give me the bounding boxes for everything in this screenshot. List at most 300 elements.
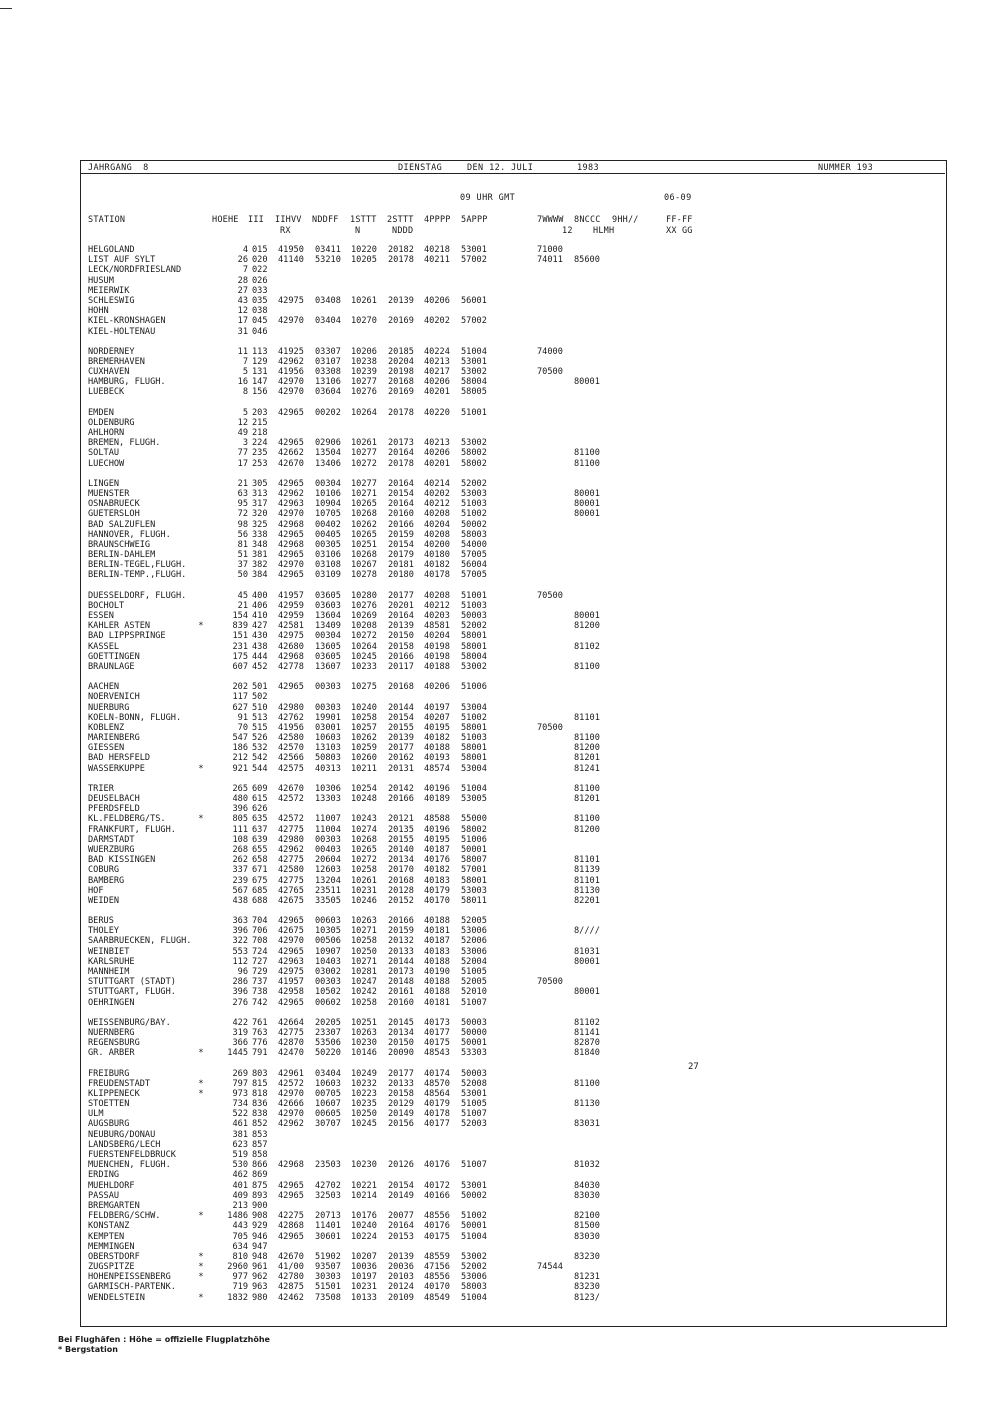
station-height: 154 xyxy=(232,611,248,621)
iihvv-value: 42775 xyxy=(278,875,304,886)
table-row xyxy=(88,733,938,743)
nddff-value: 20205 xyxy=(315,1017,341,1028)
station-name: WASSERKUPPE xyxy=(88,763,145,774)
table-row xyxy=(88,1242,938,1252)
cloud-value: 8//// xyxy=(574,926,600,937)
station-name: OEHRINGEN xyxy=(88,997,135,1008)
iihvv-value: 42570 xyxy=(278,743,304,754)
station-number: 502 xyxy=(252,692,268,703)
table-row xyxy=(88,998,938,1008)
pressure-value: 40188 xyxy=(424,743,450,754)
iihvv-value: 42962 xyxy=(278,844,304,855)
temp-2-value: 20177 xyxy=(388,743,414,754)
station-number: 615 xyxy=(252,794,268,804)
tendency-value: 51003 xyxy=(461,600,487,611)
nddff-value: 03106 xyxy=(315,550,341,561)
pressure-value: 40203 xyxy=(424,611,450,621)
nddff-value: 03604 xyxy=(315,387,341,398)
col-7wwww: 7WWWW xyxy=(537,215,564,225)
station-height: 462 xyxy=(232,1170,248,1181)
station-number: 947 xyxy=(252,1241,268,1252)
temp-2-value: 20158 xyxy=(388,1088,414,1099)
col-station: STATION xyxy=(88,215,126,225)
station-name: DARMSTADT xyxy=(88,834,135,845)
station-height: 26 xyxy=(237,255,248,266)
cloud-value: 80001 xyxy=(574,377,600,388)
station-height: 276 xyxy=(232,997,248,1008)
mountain-marker: * xyxy=(198,621,204,632)
station-height: 17 xyxy=(237,316,248,327)
nddff-value: 02906 xyxy=(315,438,341,449)
station-name: LIST AUF SYLT xyxy=(88,255,156,266)
station-name: ULM xyxy=(88,1109,104,1120)
station-name: MANNHEIM xyxy=(88,967,130,977)
mountain-marker: * xyxy=(198,1211,204,1222)
table-row xyxy=(88,621,938,631)
tendency-value: 57005 xyxy=(461,570,487,581)
station-height: 16 xyxy=(237,377,248,388)
station-number: 963 xyxy=(252,1282,268,1293)
nddff-value: 00304 xyxy=(315,631,341,642)
table-row xyxy=(88,703,938,713)
station-height: 396 xyxy=(232,804,248,815)
tendency-value: 51002 xyxy=(461,509,487,520)
temp-2-value: 20178 xyxy=(388,255,414,266)
tendency-value: 53005 xyxy=(461,794,487,804)
nddff-value: 00303 xyxy=(315,682,341,693)
temp-1-value: 10271 xyxy=(351,488,377,499)
station-number: 033 xyxy=(252,285,268,296)
tendency-value: 52010 xyxy=(461,987,487,998)
temp-1-value: 10240 xyxy=(351,1221,377,1232)
temp-1-value: 10230 xyxy=(351,1038,377,1049)
col-2sttt: 2STTT xyxy=(387,215,414,225)
cloud-value: 81032 xyxy=(574,1160,600,1171)
table-row xyxy=(88,316,938,326)
temp-1-value: 10261 xyxy=(351,875,377,886)
temp-2-value: 20131 xyxy=(388,763,414,774)
table-row xyxy=(88,1262,938,1272)
cloud-value: 8123/ xyxy=(574,1292,600,1303)
temp-2-value: 20139 xyxy=(388,733,414,744)
station-height: 12 xyxy=(237,306,248,317)
station-height: 973 xyxy=(232,1088,248,1099)
station-number: 948 xyxy=(252,1251,268,1262)
table-row xyxy=(88,296,938,306)
temp-2-value: 20155 xyxy=(388,834,414,845)
table-row xyxy=(88,814,938,824)
station-height: 96 xyxy=(237,967,248,977)
col-iii: III xyxy=(248,215,264,225)
temp-2-value: 20201 xyxy=(388,600,414,611)
temp-1-value: 10249 xyxy=(351,1068,377,1079)
temp-1-value: 10271 xyxy=(351,926,377,937)
station-height: 17 xyxy=(237,458,248,469)
tendency-value: 51005 xyxy=(461,1099,487,1110)
nddff-value: 00303 xyxy=(315,977,341,988)
nddff-value: 13409 xyxy=(315,621,341,632)
tendency-value: 58001 xyxy=(461,753,487,764)
group-gap xyxy=(88,337,938,347)
station-number: 893 xyxy=(252,1190,268,1201)
temp-1-value: 10262 xyxy=(351,733,377,744)
station-name: GIESSEN xyxy=(88,743,125,754)
temp-2-value: 20156 xyxy=(388,1119,414,1130)
nddff-value: 00303 xyxy=(315,834,341,845)
station-height: 1832 xyxy=(227,1292,248,1303)
tendency-value: 51007 xyxy=(461,1160,487,1171)
tendency-value: 51006 xyxy=(461,682,487,693)
tendency-value: 52003 xyxy=(461,1119,487,1130)
tendency-value: 52002 xyxy=(461,478,487,489)
station-height: 977 xyxy=(232,1272,248,1283)
tendency-value: 51006 xyxy=(461,834,487,845)
temp-2-value: 20182 xyxy=(388,245,414,255)
pressure-value: 40202 xyxy=(424,316,450,327)
table-row xyxy=(88,499,938,509)
temp-2-value: 20145 xyxy=(388,1017,414,1028)
temp-1-value: 10208 xyxy=(351,621,377,632)
station-name: AHLHORN xyxy=(88,428,125,438)
station-number: 761 xyxy=(252,1017,268,1028)
station-height: 239 xyxy=(232,875,248,886)
temp-1-value: 10224 xyxy=(351,1231,377,1242)
station-number: 544 xyxy=(252,763,268,774)
iihvv-value: 42870 xyxy=(278,1038,304,1049)
station-number: 857 xyxy=(252,1139,268,1150)
temp-2-value: 20158 xyxy=(388,641,414,652)
station-name: OBERSTDORF xyxy=(88,1251,140,1262)
station-height: 705 xyxy=(232,1231,248,1242)
group-gap xyxy=(88,398,938,408)
temp-1-value: 10133 xyxy=(351,1292,377,1303)
tendency-value: 52006 xyxy=(461,936,487,947)
temp-2-value: 20140 xyxy=(388,844,414,855)
iihvv-value: 42572 xyxy=(278,794,304,804)
station-number: 430 xyxy=(252,631,268,642)
station-name: LUECHOW xyxy=(88,458,125,469)
nddff-value: 00405 xyxy=(315,529,341,540)
tendency-value: 58001 xyxy=(461,875,487,886)
temp-1-value: 10267 xyxy=(351,560,377,571)
weather-value: 70500 xyxy=(537,977,563,988)
nddff-value: 50803 xyxy=(315,753,341,764)
pressure-value: 40206 xyxy=(424,448,450,459)
nddff-value: 13605 xyxy=(315,641,341,652)
table-row xyxy=(88,1048,938,1058)
group-gap xyxy=(88,1059,938,1069)
iihvv-value: 42959 xyxy=(278,600,304,611)
station-number: 046 xyxy=(252,326,268,337)
pressure-value: 40170 xyxy=(424,1282,450,1293)
temp-1-value: 10265 xyxy=(351,499,377,510)
iihvv-value: 42775 xyxy=(278,855,304,866)
pressure-value: 40180 xyxy=(424,550,450,561)
iihvv-value: 42965 xyxy=(278,407,304,418)
station-height: 634 xyxy=(232,1241,248,1252)
mountain-marker: * xyxy=(198,814,204,825)
table-row xyxy=(88,723,938,733)
table-row xyxy=(88,459,938,469)
nddff-value: 40313 xyxy=(315,763,341,774)
iihvv-value: 42965 xyxy=(278,682,304,693)
station-height: 322 xyxy=(232,936,248,947)
tendency-value: 53004 xyxy=(461,702,487,713)
weather-value: 70500 xyxy=(537,367,563,378)
table-row xyxy=(88,550,938,560)
temp-2-value: 20204 xyxy=(388,356,414,367)
tendency-value: 51001 xyxy=(461,407,487,418)
col-hlmh: HLMH xyxy=(593,226,615,236)
station-height: 623 xyxy=(232,1139,248,1150)
station-name: BERLIN-DAHLEM xyxy=(88,550,156,561)
cloud-value: 81101 xyxy=(574,855,600,866)
nddff-value: 10502 xyxy=(315,987,341,998)
mountain-marker: * xyxy=(198,763,204,774)
table-row xyxy=(88,977,938,987)
table-row xyxy=(88,276,938,286)
nddff-value: 03411 xyxy=(315,245,341,255)
temp-1-value: 10206 xyxy=(351,346,377,357)
station-height: 337 xyxy=(232,865,248,876)
station-name: STOETTEN xyxy=(88,1099,130,1110)
temp-2-value: 20162 xyxy=(388,753,414,764)
tendency-value: 52005 xyxy=(461,916,487,927)
station-height: 363 xyxy=(232,916,248,927)
tendency-value: 54000 xyxy=(461,539,487,550)
iihvv-value: 42965 xyxy=(278,438,304,449)
nddff-value: 13106 xyxy=(315,377,341,388)
station-name: THOLEY xyxy=(88,926,120,937)
station-height: 111 xyxy=(232,824,248,835)
temp-1-value: 10247 xyxy=(351,977,377,988)
iihvv-value: 42975 xyxy=(278,631,304,642)
station-height: 530 xyxy=(232,1160,248,1171)
station-name: HANNOVER, FLUGH. xyxy=(88,529,171,540)
page-number: 27 xyxy=(688,1062,699,1072)
nddff-value: 12603 xyxy=(315,865,341,876)
cloud-value: 81201 xyxy=(574,753,600,764)
station-name: NUERBURG xyxy=(88,702,130,713)
pressure-value: 40198 xyxy=(424,641,450,652)
temp-1-value: 10277 xyxy=(351,448,377,459)
iihvv-value: 42965 xyxy=(278,478,304,489)
temp-1-value: 10036 xyxy=(351,1262,377,1273)
station-name: BAD HERSFELD xyxy=(88,753,151,764)
pressure-value: 40166 xyxy=(424,1190,450,1201)
pressure-value: 40175 xyxy=(424,1231,450,1242)
table-row xyxy=(88,520,938,530)
weather-value: 71000 xyxy=(537,245,563,255)
tendency-value: 52008 xyxy=(461,1078,487,1089)
station-height: 43 xyxy=(237,295,248,306)
station-name: COBURG xyxy=(88,865,120,876)
table-row xyxy=(88,1170,938,1180)
station-number: 908 xyxy=(252,1211,268,1222)
table-row xyxy=(88,418,938,428)
temp-1-value: 10262 xyxy=(351,519,377,530)
cloud-value: 83230 xyxy=(574,1251,600,1262)
pressure-value: 40181 xyxy=(424,926,450,937)
iihvv-value: 42965 xyxy=(278,550,304,561)
iihvv-value: 42765 xyxy=(278,885,304,896)
pressure-value: 40174 xyxy=(424,1068,450,1079)
table-row xyxy=(88,489,938,499)
station-number: 685 xyxy=(252,885,268,896)
iihvv-value: 42980 xyxy=(278,834,304,845)
station-number: 015 xyxy=(252,245,268,255)
nddff-value: 20604 xyxy=(315,855,341,866)
table-row xyxy=(88,1272,938,1282)
station-name: BRAUNSCHWEIG xyxy=(88,539,151,550)
station-number: 708 xyxy=(252,936,268,947)
station-name: FELDBERG/SCHW. xyxy=(88,1211,161,1222)
iihvv-value: 42958 xyxy=(278,987,304,998)
mountain-marker: * xyxy=(198,1048,204,1059)
cloud-value: 81100 xyxy=(574,661,600,672)
station-name: KL.FELDBERG/TS. xyxy=(88,814,166,825)
temp-2-value: 20128 xyxy=(388,885,414,896)
iihvv-value: 42775 xyxy=(278,1027,304,1038)
station-height: 81 xyxy=(237,539,248,550)
station-height: 461 xyxy=(232,1119,248,1130)
cloud-value: 81231 xyxy=(574,1272,600,1283)
iihvv-value: 42968 xyxy=(278,519,304,530)
station-height: 262 xyxy=(232,855,248,866)
station-number: 317 xyxy=(252,499,268,510)
nddff-value: 10306 xyxy=(315,783,341,794)
station-number: 022 xyxy=(252,265,268,276)
cloud-value: 81100 xyxy=(574,1078,600,1089)
station-number: 776 xyxy=(252,1038,268,1049)
pressure-value: 40179 xyxy=(424,1099,450,1110)
temp-1-value: 10272 xyxy=(351,631,377,642)
col-4pppp: 4PPPP xyxy=(424,215,451,225)
station-number: 929 xyxy=(252,1221,268,1232)
tendency-value: 52002 xyxy=(461,1262,487,1273)
nddff-value: 19901 xyxy=(315,712,341,723)
station-height: 11 xyxy=(237,346,248,357)
nddff-value: 10603 xyxy=(315,733,341,744)
station-name: FREIBURG xyxy=(88,1068,130,1079)
station-number: 501 xyxy=(252,682,268,693)
temp-1-value: 10276 xyxy=(351,600,377,611)
temp-1-value: 10251 xyxy=(351,539,377,550)
tendency-value: 58001 xyxy=(461,722,487,733)
station-height: 7 xyxy=(242,356,248,367)
station-height: 366 xyxy=(232,1038,248,1049)
iihvv-value: 42575 xyxy=(278,763,304,774)
station-name: BERLIN-TEMP.,FLUGH. xyxy=(88,570,187,581)
temp-2-value: 20109 xyxy=(388,1292,414,1303)
table-row xyxy=(88,682,938,692)
cloud-value: 81100 xyxy=(574,458,600,469)
iihvv-value: 42962 xyxy=(278,356,304,367)
table-row xyxy=(88,611,938,621)
col-iihvv: IIHVV xyxy=(275,215,302,225)
table-row xyxy=(88,631,938,641)
nddff-value: 00605 xyxy=(315,1109,341,1120)
station-name: GUETERSLOH xyxy=(88,509,140,520)
table-row xyxy=(88,327,938,337)
station-name: CUXHAVEN xyxy=(88,367,130,378)
tendency-value: 58011 xyxy=(461,895,487,906)
pressure-value: 40175 xyxy=(424,1038,450,1049)
pressure-value: 40208 xyxy=(424,529,450,540)
station-number: 738 xyxy=(252,987,268,998)
station-name: BERLIN-TEGEL,FLUGH. xyxy=(88,560,187,571)
temp-2-value: 20154 xyxy=(388,488,414,499)
tendency-value: 53001 xyxy=(461,1088,487,1099)
temp-1-value: 10230 xyxy=(351,1160,377,1171)
mountain-marker: * xyxy=(198,1251,204,1262)
tendency-value: 58004 xyxy=(461,377,487,388)
col-ff: FF-FF xyxy=(666,215,693,225)
nddff-value: 10607 xyxy=(315,1099,341,1110)
station-number: 026 xyxy=(252,275,268,286)
tendency-value: 52002 xyxy=(461,621,487,632)
station-name: HOHENPEISSENBERG xyxy=(88,1272,171,1283)
temp-2-value: 20160 xyxy=(388,509,414,520)
table-row xyxy=(88,265,938,275)
station-name: HAMBURG, FLUGH. xyxy=(88,377,166,388)
table-row xyxy=(88,1232,938,1242)
nddff-value: 03308 xyxy=(315,367,341,378)
temp-2-value: 20166 xyxy=(388,916,414,927)
nddff-value: 30601 xyxy=(315,1231,341,1242)
station-name: LANDSBERG/LECH xyxy=(88,1139,161,1150)
period-label: 06-09 xyxy=(664,193,692,203)
footnote-mountain: * Bergstation xyxy=(58,1345,118,1354)
station-name: KIEL-HOLTENAU xyxy=(88,326,156,337)
table-row xyxy=(88,652,938,662)
station-number: 218 xyxy=(252,428,268,438)
station-number: 853 xyxy=(252,1129,268,1140)
iihvv-value: 42775 xyxy=(278,824,304,835)
table-row xyxy=(88,1099,938,1109)
table-row xyxy=(88,926,938,936)
mountain-marker: * xyxy=(198,1262,204,1273)
nddff-value: 13604 xyxy=(315,611,341,621)
temp-1-value: 10254 xyxy=(351,783,377,794)
pressure-value: 40196 xyxy=(424,783,450,794)
pressure-value: 40176 xyxy=(424,1221,450,1232)
iihvv-value: 42868 xyxy=(278,1221,304,1232)
temp-2-value: 20124 xyxy=(388,1282,414,1293)
table-row xyxy=(88,245,938,255)
table-row xyxy=(88,764,938,774)
temp-1-value: 10261 xyxy=(351,438,377,449)
pressure-value: 40187 xyxy=(424,844,450,855)
weather-value: 74000 xyxy=(537,346,563,357)
pressure-value: 40176 xyxy=(424,855,450,866)
temp-2-value: 20135 xyxy=(388,824,414,835)
table-row xyxy=(88,570,938,580)
pressure-value: 40213 xyxy=(424,356,450,367)
temp-1-value: 10275 xyxy=(351,682,377,693)
iihvv-value: 42970 xyxy=(278,316,304,327)
temp-1-value: 10264 xyxy=(351,407,377,418)
station-number: 131 xyxy=(252,367,268,378)
temp-1-value: 10263 xyxy=(351,916,377,927)
station-number: 818 xyxy=(252,1088,268,1099)
cloud-value: 83230 xyxy=(574,1282,600,1293)
cloud-value: 81031 xyxy=(574,946,600,957)
nddff-value: 11401 xyxy=(315,1221,341,1232)
station-name: ZUGSPITZE xyxy=(88,1262,135,1273)
pressure-value: 40188 xyxy=(424,956,450,967)
pressure-value: 40201 xyxy=(424,387,450,398)
